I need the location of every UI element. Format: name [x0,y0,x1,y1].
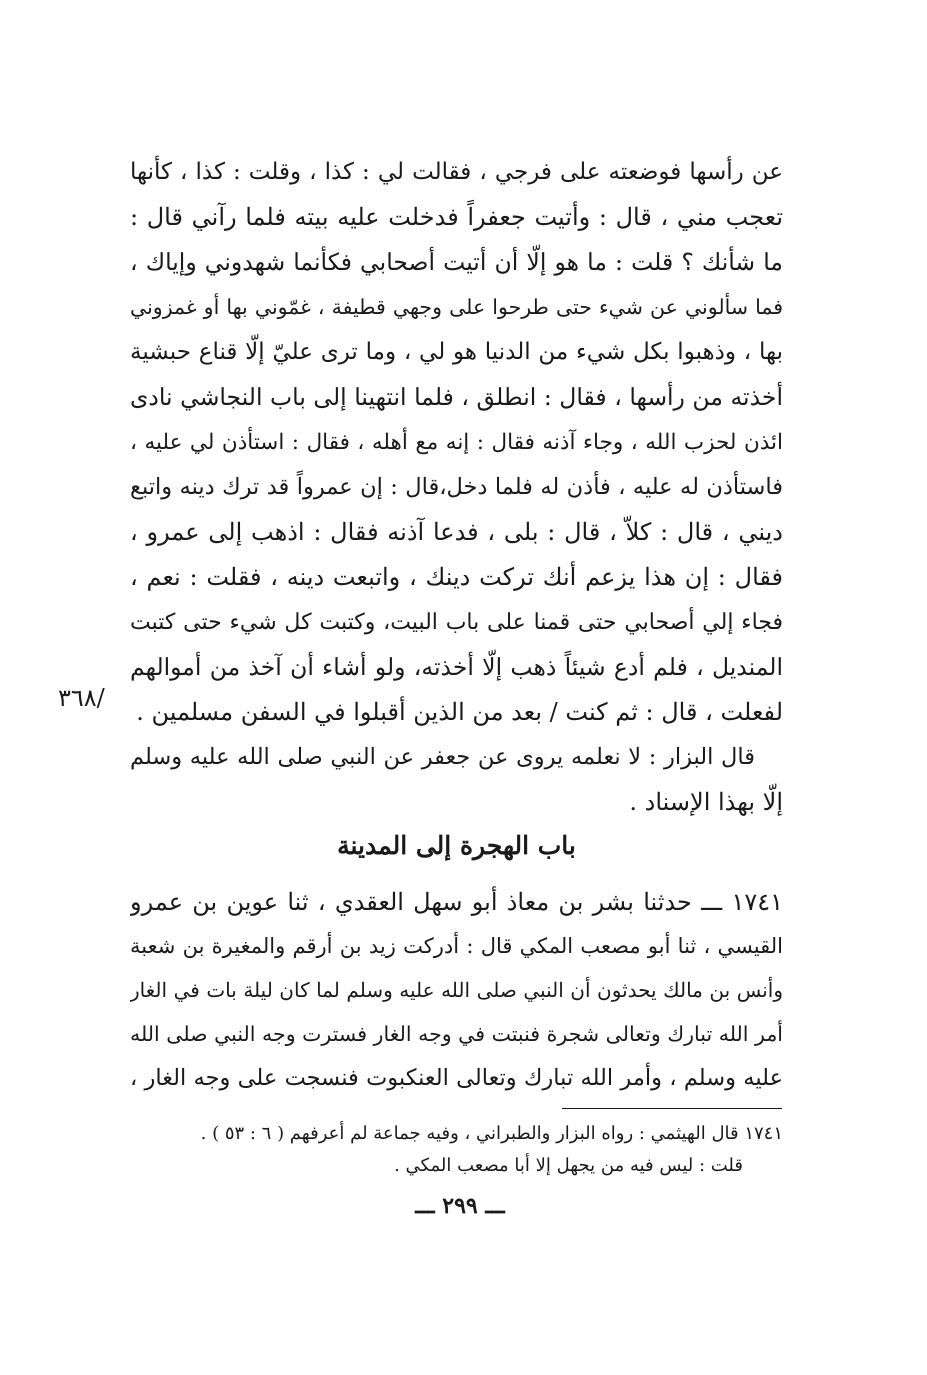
manuscript-folio-marker: /٣٦٨ [58,684,105,712]
text-line: إلّا بهذا الإسناد . [629,788,783,816]
text-line: أمر الله تبارك وتعالى شجرة فنبتت في وجه الغار فسترت وجه النبي صلى الله [130,1022,783,1046]
text-line: أخذته من رأسها ، فقال : انطلق ، فلما انتهينا إلى باب النجاشي نادى [130,383,783,411]
text-line: فما سألوني عن شيء حتى طرحوا على وجهي قطيفة ، غمّوني بها أو غمزوني [130,295,783,319]
text-line: فقال : إن هذا يزعم أنك تركت دينك ، واتبعت دينه ، فقلت : نعم ، [130,563,783,591]
main-text-block [130,150,783,825]
text-line: لفعلت ، قال : ثم كنت / بعد من الذين أقبلوا في السفن مسلمين . [136,698,783,726]
text-line: المنديل ، فلم أدع شيئاً ذهب إلّا أخذته، ولو أشاء أن آخذ من أموالهم [130,653,783,681]
hadith-text-block [130,880,783,1100]
text-line: قال البزار : لا نعلمه يروى عن جعفر عن النبي صلى الله عليه وسلم [130,744,755,770]
section-heading: باب الهجرة إلى المدينة [337,831,576,860]
footnote-line: قلت : ليس فيه من يجهل إلا أبا مصعب المكي . [394,1155,743,1176]
footnote-divider [562,1108,782,1109]
footnotes [150,1118,783,1182]
text-line: فاستأذن له عليه ، فأذن له فلما دخل،قال : إن عمرواً قد ترك دينه واتبع [130,474,783,500]
text-line: تعجب مني ، قال : وأتيت جعفراً فدخلت عليه بيته فلما رآني قال : [130,203,783,231]
text-line: ديني ، قال : كلاّ ، قال : بلى ، فدعا آذنه فقال : اذهب إلى عمرو ، [130,518,783,546]
text-line: عليه وسلم ، وأمر الله تبارك وتعالى العنكبوت فنسجت على وجه الغار ، [130,1065,783,1091]
text-line: القيسي ، ثنا أبو مصعب المكي قال : أدركت زيد بن أرقم والمغيرة بن شعبة [130,934,783,958]
text-line: وأنس بن مالك يحدثون أن النبي صلى الله عليه وسلم لما كان ليلة بات في الغار [130,978,783,1002]
page-number: ـــ ٢٩٩ ـــ [415,1193,505,1219]
text-line: ائذن لحزب الله ، وجاء آذنه فقال : إنه مع أهله ، فقال : استأذن لي عليه ، [130,430,783,455]
footnote-line: ١٧٤١ قال الهيثمي : رواه البزار والطبراني ، وفيه جماعة لم أعرفهم ( ٦ : ٥٣ ) . [200,1123,783,1144]
text-line: ما شأنك ؟ قلت : ما هو إلّا أن أتيت أصحابي فكأنما شهدوني وإياك ، [130,248,783,276]
text-line: بها ، وذهبوا بكل شيء من الدنيا هو لي ، وما ترى عليّ إلّا قناع حبشية [130,339,783,365]
text-line: عن رأسها فوضعته على فرجي ، فقالت لي : كذا ، وقلت : كذا ، كأنها [130,159,783,185]
text-line: ١٧٤١ ـــ حدثنا بشر بن معاذ أبو سهل العقدي ، ثنا عوين بن عمرو [130,888,783,916]
text-line: فجاء إلي أصحابي حتى قمنا على باب البيت، وكتبت كل شيء حتى كتبت [130,610,783,635]
